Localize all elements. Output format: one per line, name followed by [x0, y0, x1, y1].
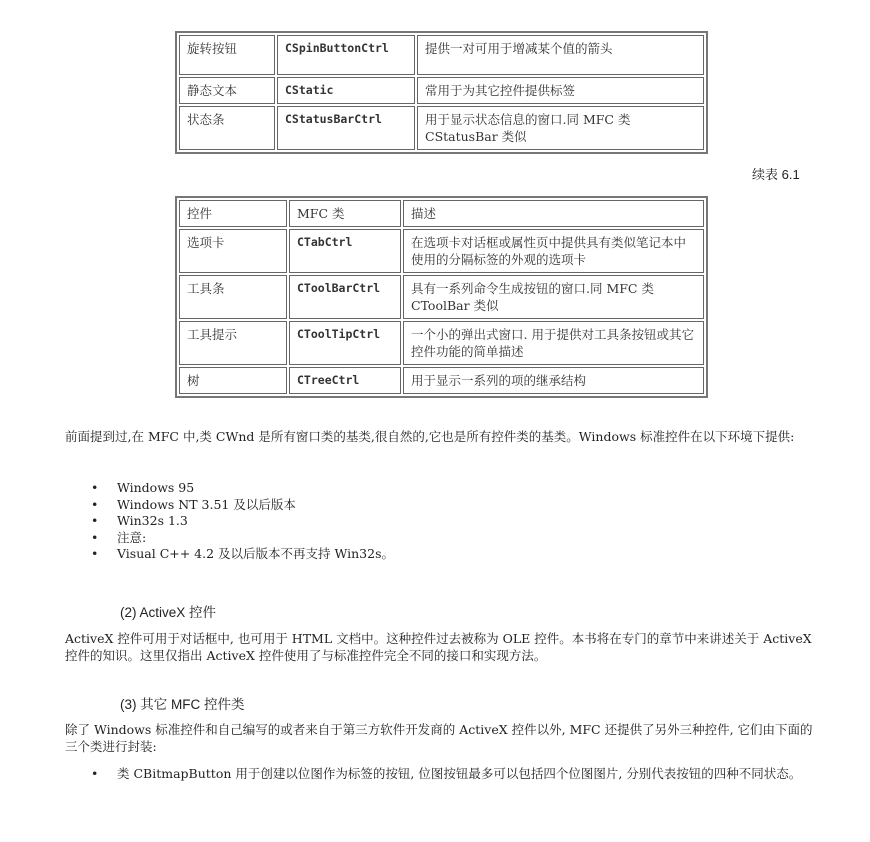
description: 在选项卡对话框或属性页中提供具有类似笔记本中使用的分隔标签的外观的选项卡: [403, 229, 704, 273]
mfc-class: CToolTipCtrl: [289, 321, 401, 365]
mfc-class: CTreeCtrl: [289, 367, 401, 394]
table-row: [179, 321, 704, 365]
list-item: • Windows NT 3.51 及以后版本: [65, 497, 394, 514]
control-name: 选项卡: [179, 229, 287, 273]
mfc-class: CSpinButtonCtrl: [277, 35, 415, 75]
description: 用于显示状态信息的窗口.同 MFC 类 CStatusBar 类似: [417, 106, 704, 150]
header-mfc-class: MFC 类: [289, 200, 401, 227]
table-row: [179, 77, 704, 104]
control-name: 树: [179, 367, 287, 394]
controls-table-part2: [175, 196, 708, 398]
table-row: [179, 35, 704, 75]
mfc-class: CToolBarCtrl: [289, 275, 401, 319]
list-item: • 类 CBitmapButton 用于创建以位图作为标签的按钮, 位图按钮最多可以包括四个位图图片, 分别代表按钮的四种不同状态。: [65, 766, 825, 783]
table-row: [179, 275, 704, 319]
header-description: 描述: [403, 200, 704, 227]
paragraph-other-mfc: 除了 Windows 标准控件和自己编写的或者来自于第三方软件开发商的 ActiveX 控件以外, MFC 还提供了另外三种控件, 它们由下面的三个类进行封装:: [65, 722, 813, 754]
table-row: [179, 367, 704, 394]
paragraph-activex: ActiveX 控件可用于对话框中, 也可用于 HTML 文档中。这种控件过去被称为 OLE 控件。本书将在专门的章节中来讲述关于 ActiveX 控件的知识。这里仅指出 ActiveX 控件使用了与标准控件完全不同的接口和实现方法。: [65, 631, 812, 663]
mfc-class: CStatic: [277, 77, 415, 104]
list-item: • 注意:: [65, 530, 394, 547]
table-caption: 续表 6.1: [752, 167, 800, 182]
list-item: • Windows 95: [65, 480, 394, 497]
table-header-row: [179, 200, 704, 227]
description: 一个小的弹出式窗口. 用于提供对工具条按钮或其它控件功能的简单描述: [403, 321, 704, 365]
controls-table-part1: [175, 31, 708, 154]
mfc-class: CStatusBarCtrl: [277, 106, 415, 150]
description: 用于显示一系列的项的继承结构: [403, 367, 704, 394]
list-item: • Visual C++ 4.2 及以后版本不再支持 Win32s。: [65, 546, 394, 563]
description: 常用于为其它控件提供标签: [417, 77, 704, 104]
table-row: [179, 229, 704, 273]
environment-list: [65, 480, 394, 563]
mfc-class: CTabCtrl: [289, 229, 401, 273]
heading-other-mfc: (3) 其它 MFC 控件类: [120, 697, 245, 712]
list-item: • Win32s 1.3: [65, 513, 394, 530]
heading-activex: (2) ActiveX 控件: [120, 605, 217, 620]
class-list: [65, 766, 825, 783]
control-name: 工具条: [179, 275, 287, 319]
control-name: 工具提示: [179, 321, 287, 365]
control-name: 状态条: [179, 106, 275, 150]
paragraph-cwnd: 前面提到过,在 MFC 中,类 CWnd 是所有窗口类的基类,很自然的,它也是所有控件类的基类。Windows 标准控件在以下环境下提供:: [65, 429, 795, 444]
description: 提供一对可用于增减某个值的箭头: [417, 35, 704, 75]
control-name: 旋转按钮: [179, 35, 275, 75]
description: 具有一系列命令生成按钮的窗口.同 MFC 类 CToolBar 类似: [403, 275, 704, 319]
table-row: [179, 106, 704, 150]
control-name: 静态文本: [179, 77, 275, 104]
header-control: 控件: [179, 200, 287, 227]
